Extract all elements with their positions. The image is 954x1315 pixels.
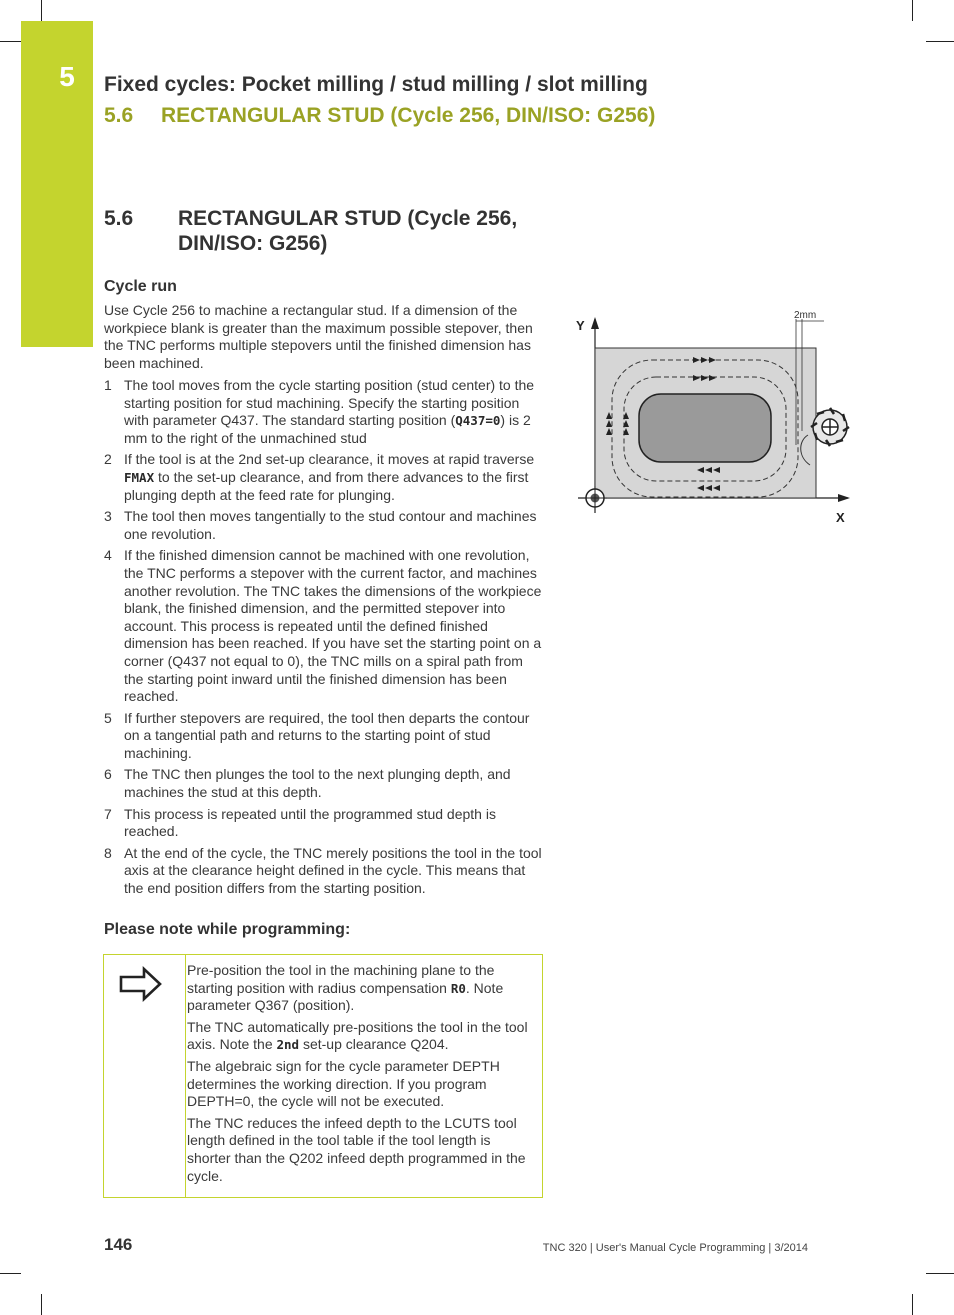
note-keyword: R0 <box>450 980 466 996</box>
step-text: The tool moves from the cycle starting position (stud center) to the starting position for stud machining. Specify the starting position with parameter Q437. The standard starting position ( <box>124 377 535 429</box>
note-paragraph <box>187 1019 537 1054</box>
step-number: 3 <box>104 508 112 525</box>
crop-mark <box>912 1294 913 1315</box>
crop-mark <box>926 41 954 42</box>
step-number: 5 <box>104 709 112 726</box>
note-text-run: The algebraic sign for the cycle parameter DEPTH determines the working direction. If you program DEPTH=0, the cycle will not be executed. <box>187 1057 500 1110</box>
running-section-number: 5.6 <box>104 104 134 127</box>
note-paragraph <box>187 1058 537 1111</box>
step-text: If further stepovers are required, the tool then departs the contour on a tangential path and returns to the starting point of stud machining. <box>124 709 530 761</box>
note-paragraph <box>187 1115 537 1185</box>
step-text: The tool then moves tangentially to the stud contour and machines one revolution. <box>124 508 537 542</box>
step-text: If the finished dimension cannot be machined with one revolution, the TNC performs a stepover with the current factor, and machines another revolution. The TNC takes the dimensions of the workpiece blank, the finished dimension, and the permitted stepover into account. This process is repeated until the defined finished dimension has been reached. If you have set the starting point on a corner (Q437 not equal to 0), the TNC mills on a spiral path from the starting point inward until the finished dimension has been reached. <box>124 547 542 705</box>
list-item <box>104 508 546 543</box>
step-text: The TNC then plunges the tool to the next plunging depth, and machines the stud at this depth. <box>124 766 511 801</box>
x-axis-arrow <box>838 494 850 502</box>
programming-note-heading: Please note while programming: <box>104 921 351 938</box>
running-section-title: RECTANGULAR STUD (Cycle 256, DIN/ISO: G256) <box>161 104 656 127</box>
step-keyword: FMAX <box>124 469 155 485</box>
note-text-run: Pre-position the tool in the machining plane to the starting position with radius compensation <box>187 962 495 996</box>
crop-mark <box>912 0 913 21</box>
note-text-run: The TNC reduces the infeed depth to the LCUTS tool length defined in the tool table if the tool length is shorter than the Q202 infeed depth programmed in the cycle. <box>187 1114 526 1184</box>
running-section-header <box>104 104 655 128</box>
arrow-right-icon <box>118 965 164 1003</box>
crop-mark <box>0 1273 21 1274</box>
note-paragraph <box>187 962 537 1015</box>
step-text: ) is 2 mm to the right of the unmachined stud <box>124 412 531 446</box>
list-item <box>104 710 546 763</box>
dimension-label: 2mm <box>794 310 817 321</box>
footer-text: TNC 320 | User's Manual Cycle Programming | 3/2014 <box>542 1242 808 1254</box>
step-number: 8 <box>104 844 112 861</box>
crop-mark <box>41 0 42 21</box>
list-item <box>104 451 546 504</box>
cycle-run-intro: Use Cycle 256 to machine a rectangular stud. If a dimension of the workpiece blank is greater than the maximum possible stepover, then the TNC performs multiple stepovers until the finished dimension has been machined. <box>104 302 533 371</box>
step-number: 6 <box>104 766 112 783</box>
note-text-run: . Note parameter Q367 (position). <box>187 979 504 1014</box>
list-item <box>104 806 546 841</box>
step-number: 2 <box>104 451 112 468</box>
y-axis-label: Y <box>576 318 585 333</box>
step-text: If the tool is at the 2nd set-up clearance, it moves at rapid traverse <box>124 451 535 468</box>
step-text: This process is repeated until the programmed stud depth is reached. <box>124 805 496 840</box>
step-text: to the set-up clearance, and from there advances to the first plunging depth at the feed rate for plunging. <box>124 468 529 503</box>
section-number: 5.6 <box>104 207 134 230</box>
step-text: At the end of the cycle, the TNC merely positions the tool in the tool axis at the clearance height defined in the cycle. This means that the end position differs from the starting position. <box>124 844 542 897</box>
note-text <box>187 962 537 1189</box>
stud <box>639 394 771 462</box>
note-divider <box>185 954 186 1198</box>
step-number: 4 <box>104 547 112 564</box>
x-axis-label: X <box>836 510 845 525</box>
crop-mark <box>41 1294 42 1315</box>
list-item <box>104 547 546 705</box>
milling-tool-icon <box>811 408 849 446</box>
crop-mark <box>926 1273 954 1274</box>
chapter-tab <box>21 21 93 347</box>
section-title: RECTANGULAR STUD (Cycle 256, DIN/ISO: G256) <box>178 207 518 255</box>
list-item <box>104 845 546 898</box>
crop-mark <box>0 41 21 42</box>
cycle-run-heading: Cycle run <box>104 278 177 295</box>
list-item <box>104 766 546 801</box>
chapter-title: Fixed cycles: Pocket milling / stud milling / slot milling <box>104 73 648 96</box>
note-text-run: The TNC automatically pre-positions the tool in the tool axis. Note the <box>187 1018 528 1053</box>
step-number: 1 <box>104 377 112 393</box>
page-number: 146 <box>104 1235 133 1254</box>
note-text-run: set-up clearance Q204. <box>299 1036 449 1053</box>
note-keyword: 2nd <box>276 1037 300 1053</box>
list-item <box>104 377 546 447</box>
chapter-number: 5 <box>59 61 75 92</box>
step-number: 7 <box>104 805 112 822</box>
stud-milling-figure <box>570 305 860 530</box>
y-axis-arrow <box>591 317 599 329</box>
step-keyword: Q437=0 <box>455 413 501 429</box>
step-list <box>104 377 546 902</box>
